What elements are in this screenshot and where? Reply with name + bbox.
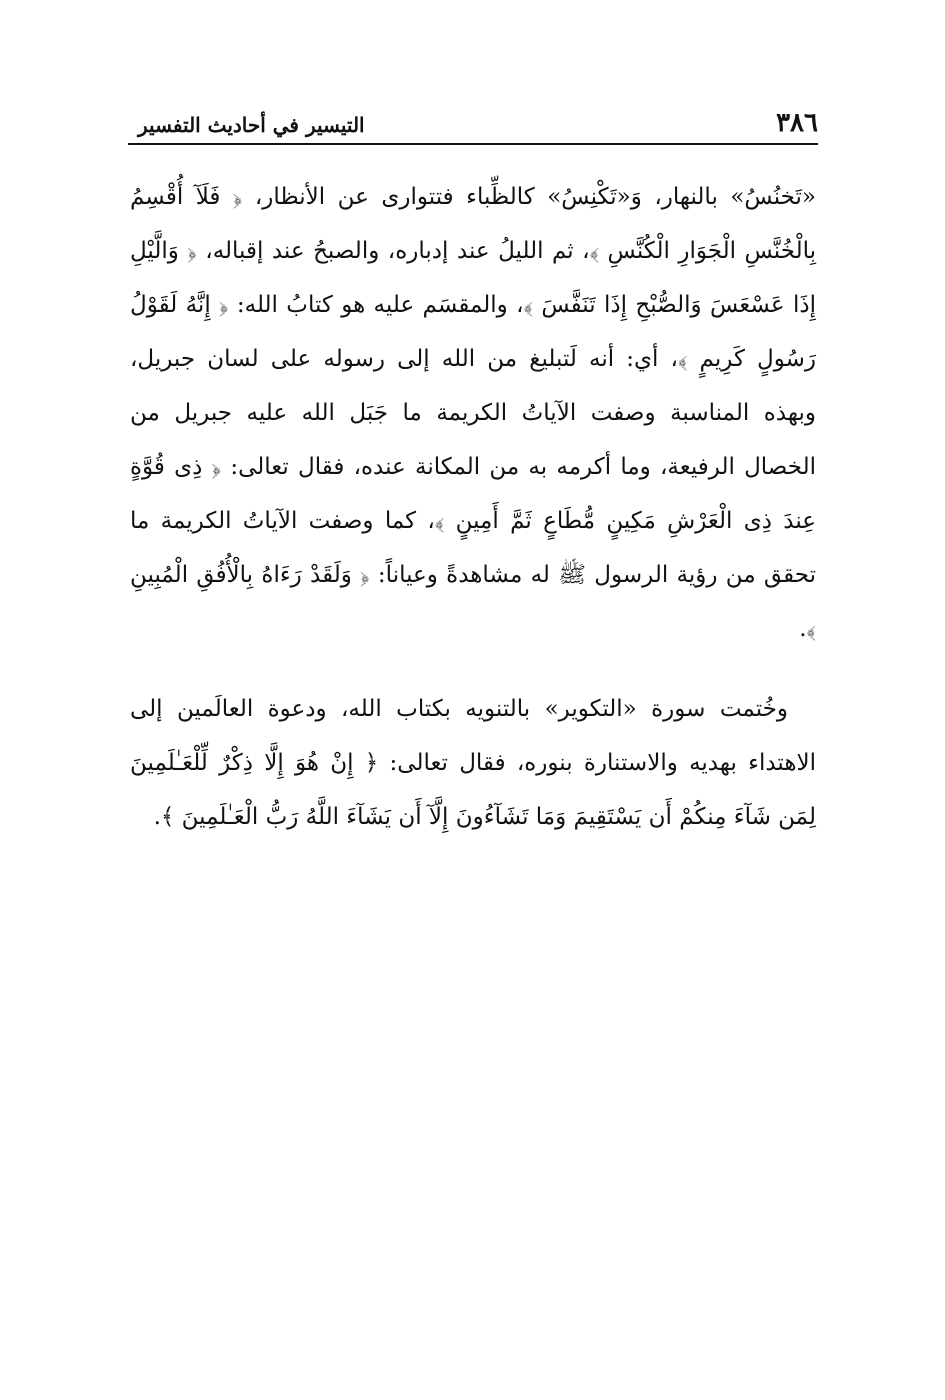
paragraph: «تَخنُسُ» بالنهار، وَ«تَكْنِسُ» كالظِّباء فتتوارى عن الأنظار، ﴿ فَلَآ أُقْسِمُ بِالْخُنَّسِ الْجَوَارِ الْكُنَّسِ ﴾، ثم الليلُ عند إدباره، والصبحُ عند إقباله، ﴿ وَالَّيْلِ إِذَا عَسْعَسَ وَالصُّبْحِ إِذَا تَنَفَّسَ ﴾، والمقسَم عليه هو كتابُ الله: ﴿ إِنَّهُ لَقَوْلُ رَسُولٍ كَرِيمٍ ﴾، أي: أنه لَتبليغ من الله إلى رسوله على لسان جبريل، وبهذه المناسبة وصفت الآياتُ الكريمة ما جَبَل الله عليه جبريل من الخصال الرفيعة، وما أكرمه به من المكانة عنده، فقال تعالى: ﴿ ذِى قُوَّةٍ عِندَ ذِى الْعَرْشِ مَكِينٍ مُّطَاعٍ ثَمَّ أَمِينٍ ﴾، كما وصفت الآياتُ الكريمة ما تحقق من رؤية الرسول ﷺ له مشاهدةً وعياناً: ﴿ وَلَقَدْ رَءَاهُ بِالْأُفُقِ الْمُبِينِ ﴾.	[130, 184, 816, 642]
running-title: التيسير في أحاديث التفسير	[138, 113, 365, 137]
page-header	[128, 108, 818, 148]
paragraph: وخُتمت سورة «التكوير» بالتنويه بكتاب الله، ودعوة العالَمين إلى الاهتداء بهديه والاستنارة بنوره، فقال تعالى: ﴿ إِنْ هُوَ إِلَّا ذِكْرٌ لِّلْعَـٰلَمِينَ لِمَن شَآءَ مِنكُمْ أَن يَسْتَقِيمَ وَمَا تَشَآءُونَ إِلَّآ أَن يَشَآءَ اللَّهُ رَبُّ الْعَـٰلَمِينَ ﴾.	[130, 696, 816, 830]
header-divider	[128, 143, 818, 145]
page-number: ٣٨٦	[776, 108, 818, 138]
page-body	[130, 170, 816, 844]
